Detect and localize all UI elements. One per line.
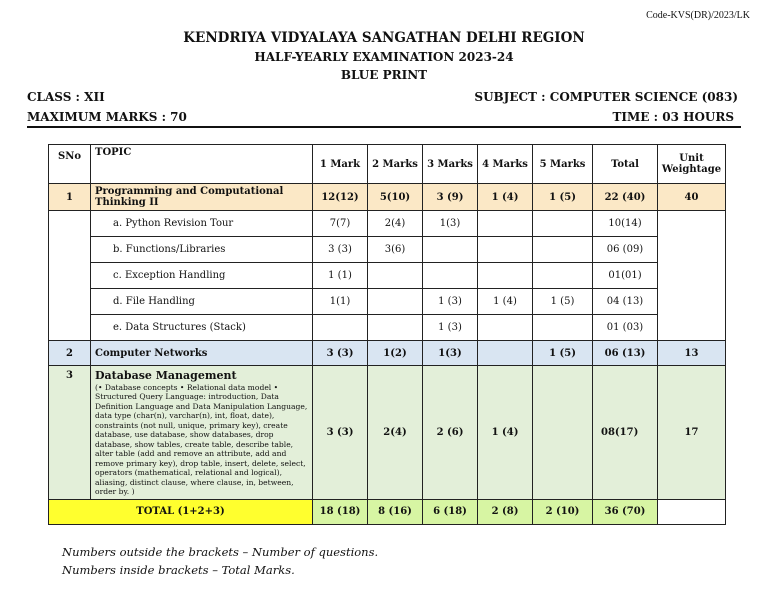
- sub-topic: d. File Handling: [91, 289, 313, 315]
- blueprint-table: [48, 144, 726, 525]
- sub-m2: 2(4): [368, 211, 423, 237]
- unit-1-m4: 1 (4): [478, 184, 533, 211]
- sub-m2: [368, 315, 423, 341]
- note-outside-brackets: Numbers outside the brackets – Number of questions.: [62, 545, 379, 559]
- unit-3-m4: 1 (4): [478, 366, 533, 500]
- header-unit-weightage: [658, 145, 726, 184]
- total-m4: 2 (8): [478, 499, 533, 524]
- unit-1-sno: 1: [49, 184, 91, 211]
- sub-m3: 1 (3): [423, 315, 478, 341]
- sub-m2: [368, 263, 423, 289]
- sub-topic: e. Data Structures (Stack): [91, 315, 313, 341]
- unit-1-m3: 3 (9): [423, 184, 478, 211]
- sub-m1: 7(7): [313, 211, 368, 237]
- sub-m4: [478, 237, 533, 263]
- header-total: Total: [593, 145, 658, 184]
- sub-topic: a. Python Revision Tour: [91, 211, 313, 237]
- sub-m4: [478, 263, 533, 289]
- unit-1-topic-line2: Thinking II: [95, 197, 159, 208]
- unit-3-topic: [91, 366, 313, 500]
- unit-1-m2: 5(10): [368, 184, 423, 211]
- table-row-unit-2: [49, 341, 726, 366]
- total-m2: 8 (16): [368, 499, 423, 524]
- unit-1-weight: 40: [658, 184, 726, 211]
- table-row: [49, 211, 726, 237]
- total-m3: 6 (18): [423, 499, 478, 524]
- sub-total: 10(14): [593, 211, 658, 237]
- sub-m1: 1 (1): [313, 263, 368, 289]
- unit-2-m3: 1(3): [423, 341, 478, 366]
- table-row: [49, 237, 726, 263]
- sub-m5: 1 (5): [533, 289, 593, 315]
- sub-topic: c. Exception Handling: [91, 263, 313, 289]
- total-m5: 2 (10): [533, 499, 593, 524]
- sub-m3: [423, 263, 478, 289]
- unit-1-topic: [91, 184, 313, 211]
- unit-1-topic-line1: Programming and Computational: [95, 186, 284, 197]
- unit-3-total: 08(17): [593, 366, 658, 500]
- header-3-marks: 3 Marks: [423, 145, 478, 184]
- unit-2-topic: Computer Networks: [91, 341, 313, 366]
- sub-topic: b. Functions/Libraries: [91, 237, 313, 263]
- max-marks-label: MAXIMUM MARKS : 70: [27, 110, 187, 124]
- table-row-unit-3: [49, 366, 726, 500]
- unit-2-sno: 2: [49, 341, 91, 366]
- sub-total: 04 (13): [593, 289, 658, 315]
- header-4-marks: 4 Marks: [478, 145, 533, 184]
- sub-m5: [533, 211, 593, 237]
- blueprint-heading: BLUE PRINT: [340, 68, 428, 82]
- unit-2-weight: 13: [658, 341, 726, 366]
- document-code: Code-KVS(DR)/2023/LK: [646, 10, 750, 21]
- sub-m5: [533, 315, 593, 341]
- exam-name: HALF-YEARLY EXAMINATION 2023-24: [254, 50, 514, 64]
- sub-m1: [313, 315, 368, 341]
- unit-3-topic-description: (• Database concepts • Relational data model • Structured Query Language: introduction, Data Definition Language and Data Manipulation Language, data type (char(n), varchar(n), int, float, date), constraints (not null, unique, primary key), create database, use database, show databases, drop database, show tables, create table, describe table, alter table (add and remove an attribute, add and remove primary key), drop table, insert, delete, select, operators (mathematical, relational and logical), aliasing, distinct clause, where clause, in, between, order by. ): [95, 383, 308, 497]
- sub-m4: [478, 315, 533, 341]
- header-5-marks: 5 Marks: [533, 145, 593, 184]
- sub-m3: [423, 237, 478, 263]
- unit-1-m1: 12(12): [313, 184, 368, 211]
- total-weight: [658, 499, 726, 524]
- sub-m1: 1(1): [313, 289, 368, 315]
- unit-2-m5: 1 (5): [533, 341, 593, 366]
- note-inside-brackets: Numbers inside brackets – Total Marks.: [62, 563, 295, 577]
- sub-m2: [368, 289, 423, 315]
- subject-label: SUBJECT : COMPUTER SCIENCE (083): [474, 90, 738, 104]
- unit-2-m4: [478, 341, 533, 366]
- unit-2-m1: 3 (3): [313, 341, 368, 366]
- sub-total: 01 (03): [593, 315, 658, 341]
- total-label: TOTAL (1+2+3): [49, 499, 313, 524]
- unit-1-m5: 1 (5): [533, 184, 593, 211]
- total-total: 36 (70): [593, 499, 658, 524]
- table-row: [49, 263, 726, 289]
- sub-total: 01(01): [593, 263, 658, 289]
- unit-1-sub-sno-cell: [49, 211, 91, 341]
- unit-3-m5: [533, 366, 593, 500]
- unit-3-m2: 2(4): [368, 366, 423, 500]
- header-2-marks: 2 Marks: [368, 145, 423, 184]
- header-1-mark: 1 Mark: [313, 145, 368, 184]
- table-row: [49, 315, 726, 341]
- header-rule: [27, 126, 741, 128]
- sub-m3: 1 (3): [423, 289, 478, 315]
- total-m1: 18 (18): [313, 499, 368, 524]
- sub-m3: 1(3): [423, 211, 478, 237]
- unit-1-sub-weight-cell: [658, 211, 726, 341]
- header-weight-line2: Weightage: [661, 164, 722, 175]
- sub-m2: 3(6): [368, 237, 423, 263]
- unit-1-total: 22 (40): [593, 184, 658, 211]
- header-sno: SNo: [49, 145, 91, 184]
- unit-3-m3: 2 (6): [423, 366, 478, 500]
- header-topic: TOPIC: [91, 145, 313, 184]
- unit-3-m1: 3 (3): [313, 366, 368, 500]
- table-header-row: [49, 145, 726, 184]
- header-weight-line1: Unit: [679, 153, 704, 164]
- table-row-total: [49, 499, 726, 524]
- sub-m5: [533, 237, 593, 263]
- unit-3-topic-title: Database Management: [95, 369, 237, 382]
- table-row: [49, 289, 726, 315]
- unit-3-weight: 17: [658, 366, 726, 500]
- unit-3-sno: 3: [49, 366, 91, 500]
- unit-2-total: 06 (13): [593, 341, 658, 366]
- sub-m4: 1 (4): [478, 289, 533, 315]
- class-label: CLASS : XII: [27, 90, 105, 104]
- document-title: KENDRIYA VIDYALAYA SANGATHAN DELHI REGION: [183, 30, 585, 46]
- sub-total: 06 (09): [593, 237, 658, 263]
- sub-m1: 3 (3): [313, 237, 368, 263]
- unit-2-m2: 1(2): [368, 341, 423, 366]
- sub-m4: [478, 211, 533, 237]
- time-label: TIME : 03 HOURS: [612, 110, 734, 124]
- table-row-unit-1: [49, 184, 726, 211]
- sub-m5: [533, 263, 593, 289]
